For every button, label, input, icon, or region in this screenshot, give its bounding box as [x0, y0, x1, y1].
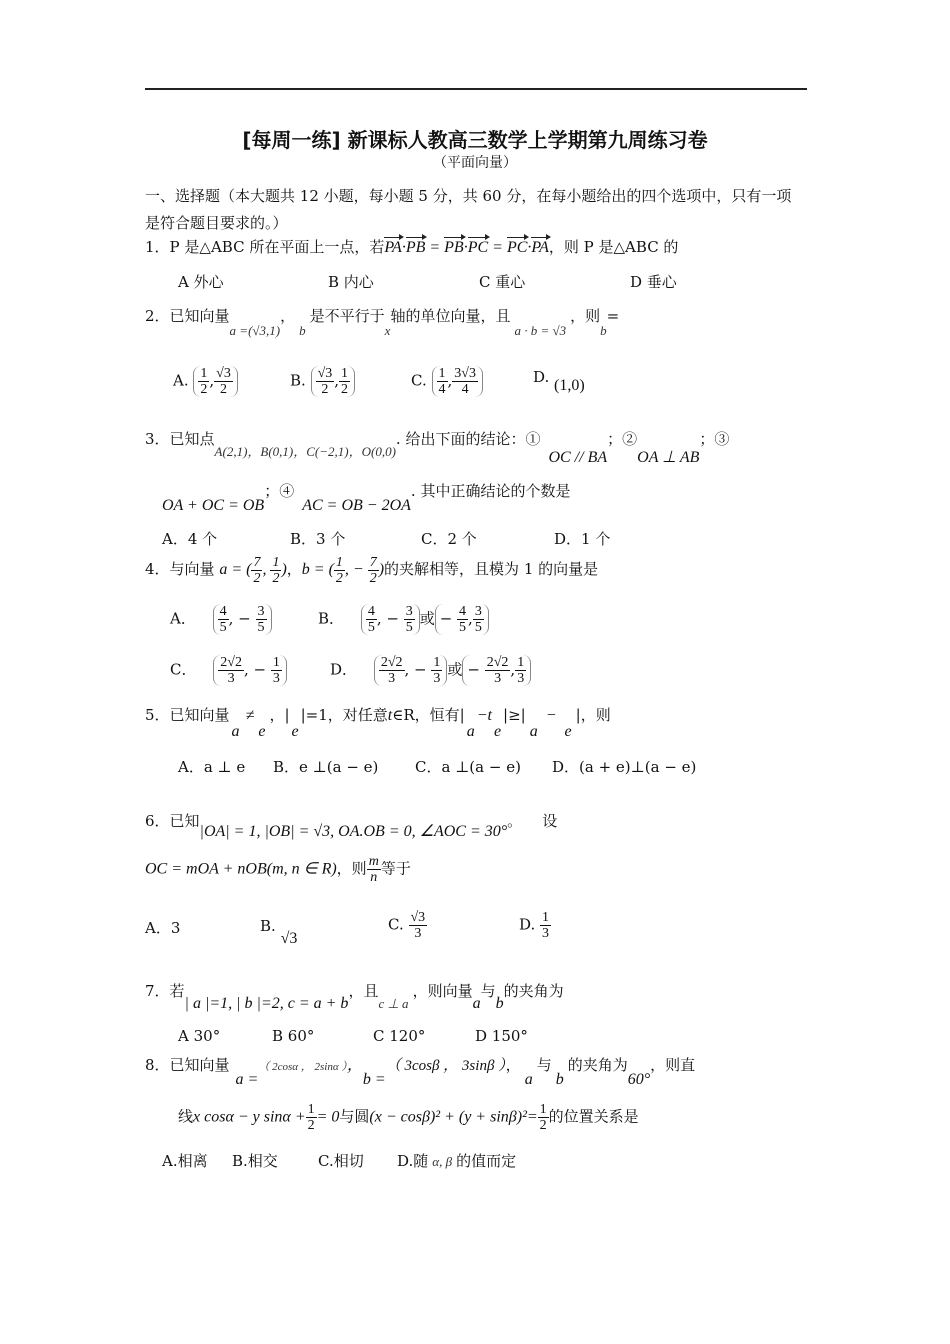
q3-stem-line2 [162, 480, 571, 514]
q5-e-3: e [493, 723, 502, 740]
q4-option-b: B． $\frac{4}{5}$ , − $\frac{3}{5}$ 或− $\frac{4}{5}$ , $\frac{3}{5}$ [318, 604, 489, 635]
q3-option-a: A．4 个 [162, 530, 218, 548]
q6-text-1: 6．已知 [145, 812, 200, 830]
top-rule [145, 88, 807, 90]
q2-text-4: 轴的单位向量，且 [390, 307, 511, 325]
q7-text-3: ，则向量 [412, 982, 473, 1000]
q7-perpendicular: c ⊥ a [378, 996, 409, 1011]
q5-text-6: |，则 [575, 706, 611, 724]
q4-option-d: D． $\frac{2√2}{3}$ , − $\frac{1}{3}$ 或− $\frac{2√2}{3}$ , $\frac{1}{3}$ [330, 655, 531, 686]
q2-label-c: C. [411, 371, 427, 390]
section-heading-line2: 是符合题目要求的。） [145, 214, 288, 232]
q7-option-c: C 120° [373, 1027, 426, 1045]
q3-option-d: D．1 个 [554, 530, 611, 548]
q6-label-c: C. [388, 915, 404, 934]
q2-text-6: = [606, 307, 620, 325]
q7-b: b [495, 995, 504, 1012]
q3-conclusion-1: OC // BA [548, 449, 608, 466]
q5-e-2: e [291, 723, 299, 740]
q3-text-2: . 给出下面的结论：① [395, 430, 541, 448]
q6-stem-line2: OC = mOA + nOB(m, n ∈ R)，则 $\frac{m}{n}$ 等于 [145, 854, 411, 885]
q4-option-c: C． $\frac{2√2}{3}$ , − $\frac{1}{3}$ [170, 655, 287, 686]
q3-conclusion-4: AC = OB − 2OA [302, 497, 411, 514]
q8-b-components: （ 3cosβ ， 3sinβ ） [385, 1058, 506, 1074]
q8-equals: = [526, 1108, 538, 1126]
page-title: [每周一练] 新课标人教高三数学上学期第九周练习卷 [242, 128, 708, 152]
q4-vector-a: a = ( $\frac{7}{2}$ , $\frac{1}{2}$ ) [219, 555, 287, 586]
q7-text-4: 与 [480, 982, 496, 1000]
q2-label-d: D. [533, 368, 550, 386]
q6-text-5: 等于 [380, 859, 411, 878]
q4-text-1: 4．与向量 [145, 560, 215, 579]
q8-b: b [555, 1071, 564, 1088]
q2-label-a: A. [173, 371, 189, 390]
q3-option-b: B．3 个 [290, 530, 346, 548]
q2-stem [145, 305, 620, 338]
q3-conclusion-2: OA ⊥ AB [637, 449, 700, 466]
q2-text-2: ， [280, 307, 296, 325]
q8-a-eq: a = [235, 1071, 259, 1088]
q4-label-a: A． [170, 609, 196, 628]
q7-option-a: A 30° [178, 1027, 221, 1045]
q7-text-1: 7．若 [145, 982, 185, 1000]
q7-conditions: | a |=1, | b |=2, c = a + b [184, 995, 349, 1012]
q5-minus-t: −t [476, 707, 492, 724]
q5-stem [145, 704, 611, 740]
q4-option-a: A． $\frac{4}{5}$ , − $\frac{3}{5}$ [170, 604, 272, 635]
q6-option-d: D. $\frac{1}{3}$ [519, 910, 550, 941]
q2-text-5: ，则 [570, 307, 601, 325]
q2-vector-a: a =(√3,1) [229, 323, 281, 338]
q2-vector-b-2: b [600, 323, 607, 338]
q3-option-c: C．2 个 [421, 530, 477, 548]
q2-option-d: D. (1,0) [533, 368, 585, 394]
page-subtitle: （平面向量） [433, 155, 517, 171]
q2-dot-product: a · b = √3 [514, 323, 567, 338]
q4-stem [145, 555, 598, 586]
q5-a-3: a [529, 723, 538, 740]
q4-text-2: ， [286, 560, 302, 579]
q6-oc-expression: OC = mOA + nOB(m, n ∈ R) [145, 860, 337, 878]
q8-option-b: B.相交 [232, 1152, 278, 1170]
q8-a: a [524, 1071, 533, 1088]
q8-circle-equation: (x − cosβ)² + (y + sinβ)² [369, 1108, 527, 1126]
q6-text-3: 设 [542, 812, 558, 830]
q5-text-5: |≥| [503, 706, 526, 724]
q8-angle: 60° [627, 1071, 651, 1088]
q8-option-a: A.相离 [162, 1152, 208, 1170]
section-heading-line1: 一、选择题（本大题共 12 小题，每小题 5 分，共 60 分，在每小题给出的四个选项中，只有一项 [145, 187, 792, 205]
q3-text-5: ；④ [264, 482, 295, 500]
q1-stem [145, 236, 678, 257]
q4-label-c: C． [170, 660, 197, 679]
q1-expression: PA·PB = PB·PC = PC·PA [384, 239, 549, 256]
q1-option-c: C 重心 [479, 273, 526, 291]
q4-vector-b: b = ( $\frac{1}{2}$ , − $\frac{7}{2}$ ) [301, 555, 385, 586]
q1-option-a: A 外心 [178, 273, 224, 291]
q5-text-1: 5．已知向量 [145, 706, 230, 724]
q1-suffix: ，则 P 是△ABC 的 [548, 238, 679, 256]
q5-text-2: ，| [269, 706, 290, 724]
q5-e-4: e [564, 723, 572, 740]
q5-a: a [231, 723, 240, 740]
q8-b-eq: b = [362, 1071, 386, 1088]
q6-option-b: B. √3 [260, 917, 298, 947]
q5-minus: − [545, 707, 557, 724]
q5-option-d: D．(a + e)⊥(a − e) [552, 758, 697, 776]
q8-alpha-beta: α, β [432, 1154, 453, 1169]
q8-line-equation: x cosα − y sinα + [193, 1108, 306, 1126]
q6-label-d: D. [519, 915, 536, 934]
q3-points: A(2,1)，B(0,1)，C(−2,1)，O(0,0) [214, 444, 396, 459]
q3-text-6: . 其中正确结论的个数是 [410, 482, 571, 500]
q3-conclusion-3: OA + OC = OB [162, 497, 265, 514]
q1-option-b: B 内心 [328, 273, 374, 291]
q7-a: a [472, 995, 481, 1012]
q5-e: e [258, 723, 266, 740]
q5-text-3: |=1，对任意 [300, 706, 388, 724]
q6-stem-line1 [145, 810, 558, 840]
q2-text-1: 2．已知向量 [145, 307, 230, 325]
q6-conditions: |OA| = 1, |OB| = √3, OA.OB = 0, ∠AOC = 30° [199, 823, 508, 840]
q7-option-d: D 150° [475, 1027, 528, 1045]
q8-text-5: ，则直 [650, 1056, 696, 1074]
q5-neq: ≠ [245, 707, 255, 724]
q2-x: x [384, 323, 391, 338]
q4-or-2: 或 [447, 660, 463, 679]
q3-text-3: ；② [607, 430, 638, 448]
q5-t: t [387, 707, 393, 724]
q8-text-1: 8．已知向量 [145, 1056, 230, 1074]
q8-text-7: 与圆 [339, 1107, 370, 1126]
q5-option-a: A．a ⊥ e [178, 758, 246, 776]
q8-option-d [397, 1150, 516, 1171]
q8-comma: ， [346, 1057, 363, 1074]
q2-text-3: 是不平行于 [309, 307, 385, 325]
q4-label-d: D． [330, 660, 358, 679]
q7-text-2: ，且 [348, 982, 379, 1000]
q5-text-4: ∈R，恒有| [392, 706, 465, 724]
q6-label-b: B. [260, 917, 276, 935]
q3-text-4: ；③ [699, 430, 730, 448]
q5-a-2: a [466, 723, 475, 740]
q4-label-b: B． [318, 609, 345, 628]
q8-stem-line2: 线x cosα − y sinα + $\frac{1}{2}$ = 0与圆(x − cosβ)² + (y + sinβ)²= $\frac{1}{2}$ 的位置关系是 [178, 1102, 639, 1133]
q8-text-4: 的夹角为 [567, 1056, 628, 1074]
q8-eq-zero: = 0 [316, 1108, 340, 1126]
q2-option-c: C. $\frac{1}{4}$ , $\frac{3√3}{4}$ [411, 366, 483, 397]
q1-option-d: D 垂心 [630, 273, 677, 291]
q2-option-a: A. $\frac{1}{2}$ , $\frac{√3}{2}$ [173, 366, 238, 397]
q4-text-3: 的夹解相等，且模为 1 的向量是 [384, 560, 599, 579]
q8-text-8: 的位置关系是 [548, 1107, 639, 1126]
q7-text-5: 的夹角为 [503, 982, 564, 1000]
q5-option-b: B．e ⊥(a − e) [273, 758, 379, 776]
q5-option-c: C．a ⊥(a − e) [415, 758, 521, 776]
q8-stem-line1 [145, 1052, 696, 1088]
q4-or-1: 或 [419, 609, 435, 628]
q8-a-components: （ 2cosα ， 2sinα ） [258, 1061, 347, 1073]
q3-stem-line1 [145, 428, 730, 466]
q2-option-b: B. $\frac{√3}{2}$ , $\frac{1}{2}$ [290, 366, 355, 397]
q6-text-4: ，则 [336, 859, 367, 878]
q7-option-b: B 60° [272, 1027, 315, 1045]
q2-vector-b: b [299, 323, 306, 338]
q8-label-d: D.随 [397, 1152, 429, 1170]
q6-option-c: C. $\frac{√3}{3}$ [388, 910, 426, 941]
q8-option-c: C.相切 [318, 1152, 364, 1170]
q1-prefix: 1．P 是△ABC 所在平面上一点，若 [145, 238, 385, 256]
q7-stem [145, 980, 564, 1012]
q6-text-2: 。 [507, 812, 523, 830]
q8-text-6: 线 [178, 1107, 194, 1126]
q3-text-1: 3．已知点 [145, 430, 215, 448]
q8-text-9: 的值而定 [456, 1152, 517, 1170]
q2-label-b: B. [290, 371, 306, 390]
q8-text-2: ， [505, 1056, 521, 1074]
q8-text-3: 与 [536, 1056, 552, 1074]
q6-option-a: A．3 [145, 919, 181, 937]
